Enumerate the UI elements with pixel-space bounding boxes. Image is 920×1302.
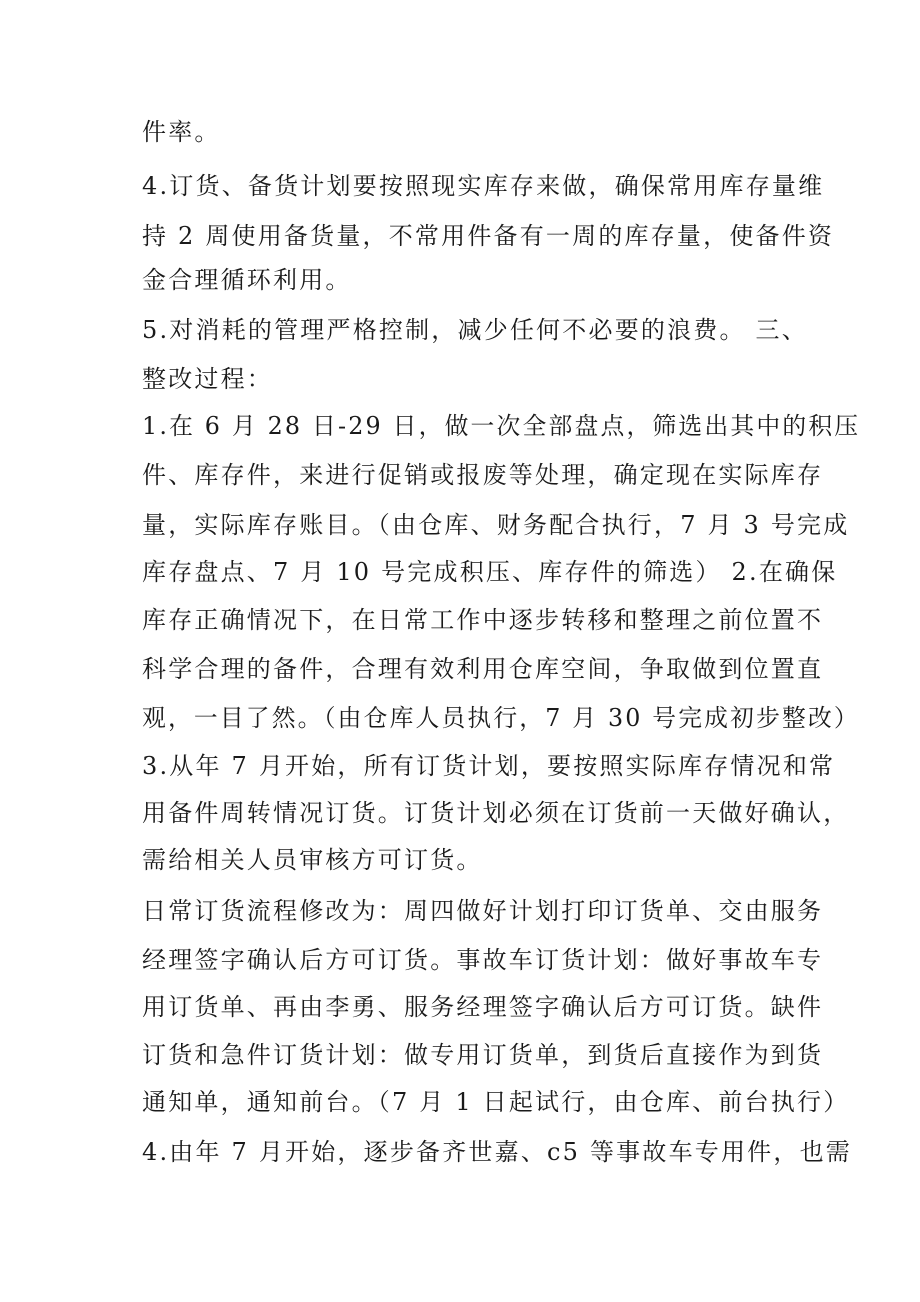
text-line: 库存盘点、7 月 10 号完成积压、库存件的筛选） 2.在确保 xyxy=(142,558,838,586)
text-line: 用备件周转情况订货。订货计划必须在订货前一天做好确认， xyxy=(142,799,850,827)
text-line: 库存正确情况下，在日常工作中逐步转移和整理之前位置不 xyxy=(142,606,824,634)
text-line: 通知单，通知前台。（7 月 1 日起试行，由仓库、前台执行） xyxy=(142,1088,850,1116)
text-line: 需给相关人员审核方可订货。 xyxy=(142,846,483,874)
text-line: 5.对消耗的管理严格控制，减少任何不必要的浪费。 三、 xyxy=(142,316,808,344)
text-line: 用订货单、再由李勇、服务经理签字确认后方可订货。缺件 xyxy=(142,993,824,1021)
text-line: 科学合理的备件，合理有效利用仓库空间，争取做到位置直 xyxy=(142,655,824,683)
text-line: 4.订货、备货计划要按照现实库存来做，确保常用库存量维 xyxy=(142,172,825,200)
text-line: 量，实际库存账目。（由仓库、财务配合执行，7 月 3 号完成 xyxy=(142,511,850,539)
text-line: 4.由年 7 月开始，逐步备齐世嘉、c5 等事故车专用件，也需 xyxy=(142,1138,852,1166)
text-line: 件、库存件，来进行促销或报废等处理，确定现在实际库存 xyxy=(142,461,824,489)
section-heading: 整改过程： xyxy=(142,365,273,393)
text-line: 件率。 xyxy=(142,118,221,146)
text-line: 持 2 周使用备货量，不常用件备有一周的库存量，使备件资 xyxy=(142,222,835,250)
text-line: 日常订货流程修改为：周四做好计划打印订货单、交由服务 xyxy=(142,897,824,925)
text-line: 金合理循环利用。 xyxy=(142,266,352,294)
text-line: 3.从年 7 月开始，所有订货计划，要按照实际库存情况和常 xyxy=(142,752,836,780)
text-line: 1.在 6 月 28 日-29 日，做一次全部盘点，筛选出其中的积压 xyxy=(142,412,861,440)
text-line: 订货和急件订货计划：做专用订货单，到货后直接作为到货 xyxy=(142,1041,824,1069)
text-line: 经理签字确认后方可订货。事故车订货计划：做好事故车专 xyxy=(142,946,824,974)
text-line: 观，一目了然。（由仓库人员执行，7 月 30 号完成初步整改） xyxy=(142,704,860,732)
